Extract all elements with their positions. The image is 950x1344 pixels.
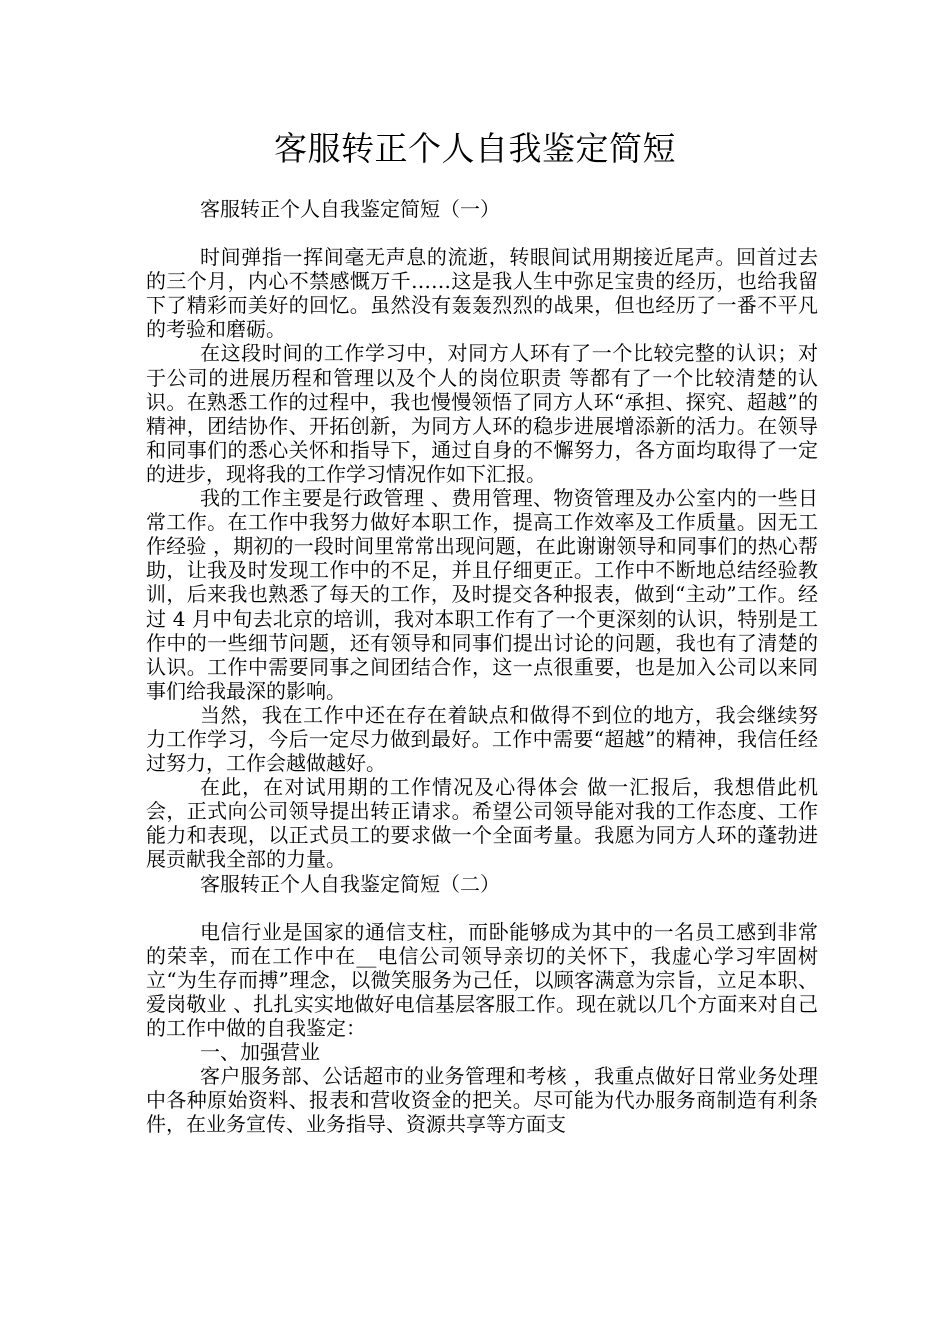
paragraph: 当然，我在工作中还在存在着缺点和做得不到位的地方，我会继续努力工作学习，今后一定尽力做到最好。工作中需要“超越”的精神，我信任经过努力，工作会越做越好。 (146, 702, 818, 776)
paragraph: 电信行业是国家的通信支柱，而卧能够成为其中的一名员工感到非常的荣幸，而在工作中在__电信公司领导亲切的关怀下，我虚心学习牢固树立“为生存而搏”理念，以微笑服务为己任，以顾客满意为宗旨，立足本职、爱岗敬业 、扎扎实实地做好电信基层客服工作。现在就以几个方面来对自己的工作中做的自我鉴定： (146, 919, 818, 1040)
paragraph: 时间弹指一挥间毫无声息的流逝，转眼间试用期接近尾声。回首过去的三个月，内心不禁感慨万千……这是我人生中弥足宝贵的经历，也给我留下了精彩而美好的回忆。虽然没有轰轰烈烈的战果，但也经历了一番不平凡的考验和磨砺。 (146, 245, 818, 342)
paragraph: 在这段时间的工作学习中，对同方人环有了一个比较完整的认识；对于公司的进展历程和管理以及个人的岗位职责 等都有了一个比较清楚的认识。在熟悉工作的过程中，我也慢慢领悟了同方人环“承担、探究、超越”的精神，团结协作、开拓创新，为同方人环的稳步进展增添新的活力。在领导和同事们的悉心关怀和指导下，通过自身的不懈努力，各方面均取得了一定的进步，现将我的工作学习情况作如下汇报。 (146, 341, 818, 486)
subsection-heading: 一、加强营业 (200, 1040, 320, 1065)
paragraph: 客户服务部、公话超市的业务管理和考核 ，我重点做好日常业务处理中各种原始资料、报表和营收资金的把关。尽可能为代办服务商制造有利条件，在业务宣传、业务指导、资源共享等方面支 (146, 1064, 818, 1137)
section-heading-2: 客服转正个人自我鉴定简短（二） (200, 871, 500, 896)
section-heading-1: 客服转正个人自我鉴定简短（一） (200, 197, 500, 221)
document-title: 客服转正个人自我鉴定简短 (274, 129, 676, 168)
document-body (146, 197, 818, 1136)
paragraph: 在此，在对试用期的工作情况及心得体会 做一汇报后，我想借此机会，正式向公司领导提出转正请求。希望公司领导能对我的工作态度、工作能力和表现，以正式员工的要求做一个全面考量。我愿为同方人环的蓬勃进展贡献我全部的力量。 (146, 775, 818, 872)
paragraph: 我的工作主要是行政管理 、费用管理、物资管理及办公室内的一些日常工作。在工作中我努力做好本职工作，提高工作效率及工作质量。因无工作经验 ，期初的一段时间里常常出现问题，在此谢谢领导和同事们的热心帮助，让我及时发现工作中的不足，并且仔细更正。工作中不断地总结经验教训，后来我也熟悉了每天的工作，及时提交各种报表，做到“主动”工作。经过 4 月中旬去北京的培训，我对本职工作有了一个更深刻的认识，特别是工作中的一些细节问题，还有领导和同事们提出讨论的问题，我也有了清楚的认识。工作中需要同事之间团结合作，这一点很重要，也是加入公司以来同事们给我最深的影响。 (146, 486, 818, 703)
